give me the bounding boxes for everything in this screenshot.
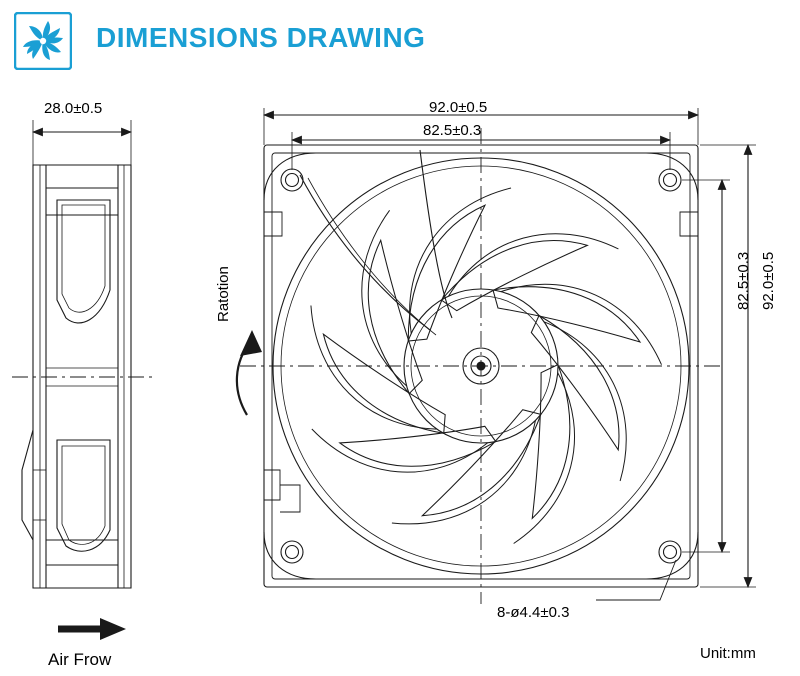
- rotation-label: Ratotion: [215, 266, 232, 322]
- dimension-label-hole-spec: 8-ø4.4±0.3: [497, 604, 570, 621]
- airflow-label: Air Frow: [48, 650, 112, 669]
- dimension-label-thickness: 28.0±0.5: [44, 100, 103, 117]
- dimension-label-width-inner: 82.5±0.3: [423, 122, 482, 139]
- page-title: DIMENSIONS DRAWING: [96, 22, 426, 53]
- dimension-label-width-outer: 92.0±0.5: [429, 99, 488, 116]
- unit-note: Unit:mm: [700, 645, 756, 662]
- front-view: [240, 128, 720, 604]
- dimension-thickness: [33, 120, 131, 165]
- dimension-label-height-outer: 92.0±0.5: [760, 251, 777, 310]
- side-view: [12, 165, 152, 588]
- rotation-arrow: [237, 330, 262, 415]
- airflow-arrow: [58, 618, 126, 640]
- dimension-label-height-inner: 82.5±0.3: [735, 251, 752, 310]
- hole-leader: [596, 560, 676, 600]
